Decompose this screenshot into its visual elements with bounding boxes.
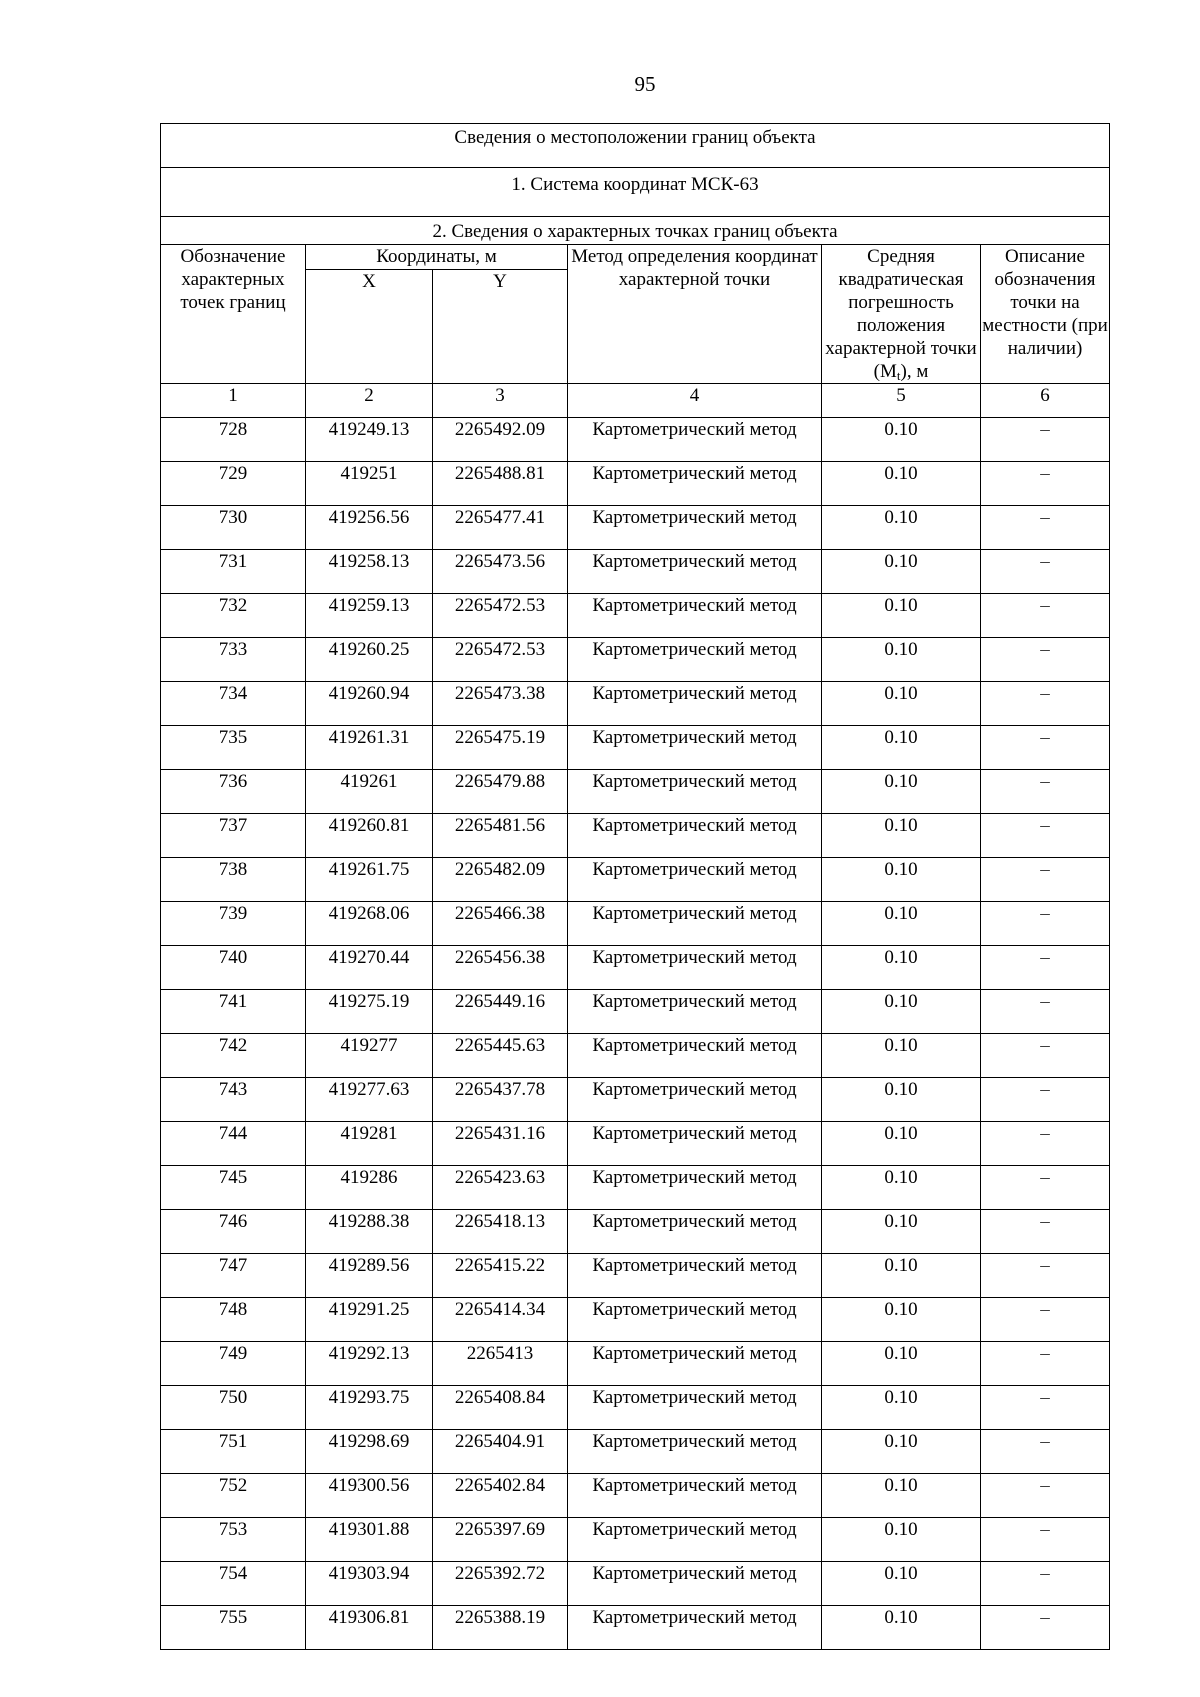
- header-point-designation: Обозначение характерных точек границ: [161, 245, 306, 384]
- cell-point: 746: [161, 1210, 306, 1254]
- cell-error: 0.10: [822, 726, 981, 770]
- cell-point: 733: [161, 638, 306, 682]
- cell-error: 0.10: [822, 1342, 981, 1386]
- cell-point: 751: [161, 1430, 306, 1474]
- table-row: [161, 638, 1110, 682]
- cell-x: 419258.13: [306, 550, 433, 594]
- cell-description: –: [981, 1078, 1110, 1122]
- cell-y: 2265423.63: [433, 1166, 568, 1210]
- cell-y: 2265431.16: [433, 1122, 568, 1166]
- header-y: Y: [433, 269, 568, 383]
- cell-y: 2265492.09: [433, 418, 568, 462]
- cell-point: 737: [161, 814, 306, 858]
- cell-x: 419293.75: [306, 1386, 433, 1430]
- cell-error: 0.10: [822, 638, 981, 682]
- cell-x: 419261: [306, 770, 433, 814]
- cell-method: Картометрический метод: [568, 1122, 822, 1166]
- cell-error: 0.10: [822, 770, 981, 814]
- cell-method: Картометрический метод: [568, 990, 822, 1034]
- cell-x: 419260.81: [306, 814, 433, 858]
- cell-point: 741: [161, 990, 306, 1034]
- cell-point: 747: [161, 1254, 306, 1298]
- coord-system-row: [161, 168, 1110, 217]
- cell-method: Картометрический метод: [568, 770, 822, 814]
- cell-point: 730: [161, 506, 306, 550]
- table-row: [161, 902, 1110, 946]
- cell-description: –: [981, 638, 1110, 682]
- table-row: [161, 1606, 1110, 1650]
- cell-x: 419291.25: [306, 1298, 433, 1342]
- cell-y: 2265437.78: [433, 1078, 568, 1122]
- cell-description: –: [981, 858, 1110, 902]
- cell-description: –: [981, 1210, 1110, 1254]
- cell-description: –: [981, 770, 1110, 814]
- cell-point: 728: [161, 418, 306, 462]
- cell-description: –: [981, 1430, 1110, 1474]
- cell-description: –: [981, 1518, 1110, 1562]
- column-number: 2: [306, 384, 433, 418]
- cell-description: –: [981, 902, 1110, 946]
- points-section-title: 2. Сведения о характерных точках границ объекта: [161, 217, 1110, 245]
- cell-point: 734: [161, 682, 306, 726]
- table-row: [161, 1298, 1110, 1342]
- cell-point: 731: [161, 550, 306, 594]
- cell-x: 419260.25: [306, 638, 433, 682]
- cell-point: 752: [161, 1474, 306, 1518]
- cell-x: 419260.94: [306, 682, 433, 726]
- cell-description: –: [981, 1166, 1110, 1210]
- cell-method: Картометрический метод: [568, 1342, 822, 1386]
- cell-x: 419261.31: [306, 726, 433, 770]
- cell-error: 0.10: [822, 858, 981, 902]
- cell-description: –: [981, 682, 1110, 726]
- cell-description: –: [981, 1386, 1110, 1430]
- column-number: 6: [981, 384, 1110, 418]
- cell-y: 2265415.22: [433, 1254, 568, 1298]
- cell-description: –: [981, 1034, 1110, 1078]
- cell-description: –: [981, 990, 1110, 1034]
- table-row: [161, 1474, 1110, 1518]
- cell-method: Картометрический метод: [568, 682, 822, 726]
- cell-point: 739: [161, 902, 306, 946]
- table-row: [161, 682, 1110, 726]
- column-number: 4: [568, 384, 822, 418]
- table-row: [161, 858, 1110, 902]
- coord-system: 1. Система координат МСК-63: [161, 168, 1110, 217]
- column-number-row: [161, 384, 1110, 418]
- cell-description: –: [981, 726, 1110, 770]
- cell-method: Картометрический метод: [568, 550, 822, 594]
- cell-description: –: [981, 814, 1110, 858]
- cell-point: 748: [161, 1298, 306, 1342]
- table-row: [161, 726, 1110, 770]
- cell-point: 732: [161, 594, 306, 638]
- cell-point: 729: [161, 462, 306, 506]
- cell-error: 0.10: [822, 1166, 981, 1210]
- cell-method: Картометрический метод: [568, 726, 822, 770]
- cell-point: 744: [161, 1122, 306, 1166]
- table-row: [161, 418, 1110, 462]
- table-row: [161, 990, 1110, 1034]
- cell-error: 0.10: [822, 1210, 981, 1254]
- cell-x: 419288.38: [306, 1210, 433, 1254]
- cell-point: 742: [161, 1034, 306, 1078]
- cell-method: Картометрический метод: [568, 1166, 822, 1210]
- cell-error: 0.10: [822, 1034, 981, 1078]
- cell-method: Картометрический метод: [568, 1034, 822, 1078]
- cell-method: Картометрический метод: [568, 418, 822, 462]
- cell-point: 740: [161, 946, 306, 990]
- header-row: [161, 245, 1110, 270]
- cell-method: Картометрический метод: [568, 1474, 822, 1518]
- cell-y: 2265472.53: [433, 594, 568, 638]
- header-method: Метод определения координат характерной точки: [568, 245, 822, 384]
- cell-x: 419277.63: [306, 1078, 433, 1122]
- cell-point: 755: [161, 1606, 306, 1650]
- cell-description: –: [981, 1122, 1110, 1166]
- cell-y: 2265466.38: [433, 902, 568, 946]
- cell-description: –: [981, 550, 1110, 594]
- table-row: [161, 1078, 1110, 1122]
- table-row: [161, 1122, 1110, 1166]
- table-row: [161, 462, 1110, 506]
- cell-error: 0.10: [822, 814, 981, 858]
- cell-x: 419286: [306, 1166, 433, 1210]
- cell-method: Картометрический метод: [568, 1298, 822, 1342]
- cell-point: 750: [161, 1386, 306, 1430]
- cell-error: 0.10: [822, 1474, 981, 1518]
- cell-method: Картометрический метод: [568, 1430, 822, 1474]
- column-number: 1: [161, 384, 306, 418]
- cell-error: 0.10: [822, 1518, 981, 1562]
- cell-x: 419268.06: [306, 902, 433, 946]
- table-row: [161, 1430, 1110, 1474]
- cell-y: 2265481.56: [433, 814, 568, 858]
- cell-x: 419281: [306, 1122, 433, 1166]
- cell-description: –: [981, 1562, 1110, 1606]
- cell-point: 753: [161, 1518, 306, 1562]
- table-row: [161, 770, 1110, 814]
- boundary-table: [160, 123, 1110, 1650]
- cell-y: 2265456.38: [433, 946, 568, 990]
- cell-error: 0.10: [822, 462, 981, 506]
- cell-y: 2265418.13: [433, 1210, 568, 1254]
- cell-method: Картометрический метод: [568, 506, 822, 550]
- cell-x: 419289.56: [306, 1254, 433, 1298]
- cell-error: 0.10: [822, 682, 981, 726]
- cell-method: Картометрический метод: [568, 1078, 822, 1122]
- cell-point: 735: [161, 726, 306, 770]
- cell-y: 2265404.91: [433, 1430, 568, 1474]
- table-row: [161, 1386, 1110, 1430]
- cell-method: Картометрический метод: [568, 1210, 822, 1254]
- cell-y: 2265388.19: [433, 1606, 568, 1650]
- header-error-main: Средняя квадратическая погрешность положения характерной точки (M: [825, 246, 977, 382]
- header-error: [822, 245, 981, 384]
- cell-error: 0.10: [822, 1430, 981, 1474]
- cell-error: 0.10: [822, 1122, 981, 1166]
- table-row: [161, 506, 1110, 550]
- cell-x: 419275.19: [306, 990, 433, 1034]
- cell-method: Картометрический метод: [568, 946, 822, 990]
- cell-point: 745: [161, 1166, 306, 1210]
- table-row: [161, 1034, 1110, 1078]
- cell-x: 419292.13: [306, 1342, 433, 1386]
- cell-y: 2265488.81: [433, 462, 568, 506]
- cell-y: 2265475.19: [433, 726, 568, 770]
- cell-method: Картометрический метод: [568, 858, 822, 902]
- cell-x: 419249.13: [306, 418, 433, 462]
- table-row: [161, 1210, 1110, 1254]
- table-row: [161, 814, 1110, 858]
- cell-x: 419306.81: [306, 1606, 433, 1650]
- cell-error: 0.10: [822, 902, 981, 946]
- cell-y: 2265472.53: [433, 638, 568, 682]
- cell-y: 2265482.09: [433, 858, 568, 902]
- cell-y: 2265397.69: [433, 1518, 568, 1562]
- cell-method: Картометрический метод: [568, 1254, 822, 1298]
- cell-method: Картометрический метод: [568, 814, 822, 858]
- points-section-row: [161, 217, 1110, 245]
- cell-description: –: [981, 1342, 1110, 1386]
- cell-description: –: [981, 1606, 1110, 1650]
- table-row: [161, 1342, 1110, 1386]
- cell-description: –: [981, 594, 1110, 638]
- cell-description: –: [981, 1298, 1110, 1342]
- table-title-row: [161, 124, 1110, 168]
- cell-description: –: [981, 418, 1110, 462]
- cell-error: 0.10: [822, 506, 981, 550]
- cell-error: 0.10: [822, 990, 981, 1034]
- cell-error: 0.10: [822, 1562, 981, 1606]
- table-row: [161, 1166, 1110, 1210]
- cell-y: 2265408.84: [433, 1386, 568, 1430]
- cell-y: 2265477.41: [433, 506, 568, 550]
- cell-x: 419259.13: [306, 594, 433, 638]
- cell-x: 419261.75: [306, 858, 433, 902]
- cell-error: 0.10: [822, 1254, 981, 1298]
- cell-description: –: [981, 1474, 1110, 1518]
- cell-description: –: [981, 506, 1110, 550]
- cell-method: Картометрический метод: [568, 1606, 822, 1650]
- cell-error: 0.10: [822, 1078, 981, 1122]
- cell-x: 419270.44: [306, 946, 433, 990]
- cell-y: 2265413: [433, 1342, 568, 1386]
- cell-x: 419277: [306, 1034, 433, 1078]
- cell-description: –: [981, 462, 1110, 506]
- cell-description: –: [981, 1254, 1110, 1298]
- cell-y: 2265402.84: [433, 1474, 568, 1518]
- header-coordinates: Координаты, м: [306, 245, 568, 270]
- cell-x: 419256.56: [306, 506, 433, 550]
- cell-y: 2265414.34: [433, 1298, 568, 1342]
- cell-error: 0.10: [822, 418, 981, 462]
- cell-y: 2265479.88: [433, 770, 568, 814]
- cell-point: 738: [161, 858, 306, 902]
- table-row: [161, 550, 1110, 594]
- table-row: [161, 594, 1110, 638]
- cell-error: 0.10: [822, 1386, 981, 1430]
- table-row: [161, 1254, 1110, 1298]
- cell-x: 419303.94: [306, 1562, 433, 1606]
- header-error-sub: t: [896, 368, 901, 383]
- cell-method: Картометрический метод: [568, 1562, 822, 1606]
- cell-point: 754: [161, 1562, 306, 1606]
- cell-y: 2265449.16: [433, 990, 568, 1034]
- cell-method: Картометрический метод: [568, 902, 822, 946]
- header-x: X: [306, 269, 433, 383]
- table-row: [161, 946, 1110, 990]
- cell-point: 749: [161, 1342, 306, 1386]
- header-error-tail: ), м: [900, 361, 929, 382]
- table-row: [161, 1518, 1110, 1562]
- cell-description: –: [981, 946, 1110, 990]
- cell-method: Картометрический метод: [568, 1386, 822, 1430]
- cell-error: 0.10: [822, 1606, 981, 1650]
- cell-y: 2265473.38: [433, 682, 568, 726]
- header-description: Описание обозначения точки на местности (при наличии): [981, 245, 1110, 384]
- cell-error: 0.10: [822, 1298, 981, 1342]
- column-number: 5: [822, 384, 981, 418]
- table-row: [161, 1562, 1110, 1606]
- cell-x: 419251: [306, 462, 433, 506]
- cell-method: Картометрический метод: [568, 1518, 822, 1562]
- cell-y: 2265473.56: [433, 550, 568, 594]
- cell-error: 0.10: [822, 594, 981, 638]
- cell-error: 0.10: [822, 946, 981, 990]
- table-title: Сведения о местоположении границ объекта: [161, 124, 1110, 168]
- cell-y: 2265445.63: [433, 1034, 568, 1078]
- cell-x: 419300.56: [306, 1474, 433, 1518]
- cell-error: 0.10: [822, 550, 981, 594]
- page-number: 95: [634, 72, 656, 96]
- cell-y: 2265392.72: [433, 1562, 568, 1606]
- cell-method: Картометрический метод: [568, 638, 822, 682]
- cell-point: 743: [161, 1078, 306, 1122]
- column-number: 3: [433, 384, 568, 418]
- cell-method: Картометрический метод: [568, 462, 822, 506]
- cell-x: 419301.88: [306, 1518, 433, 1562]
- cell-x: 419298.69: [306, 1430, 433, 1474]
- cell-point: 736: [161, 770, 306, 814]
- cell-method: Картометрический метод: [568, 594, 822, 638]
